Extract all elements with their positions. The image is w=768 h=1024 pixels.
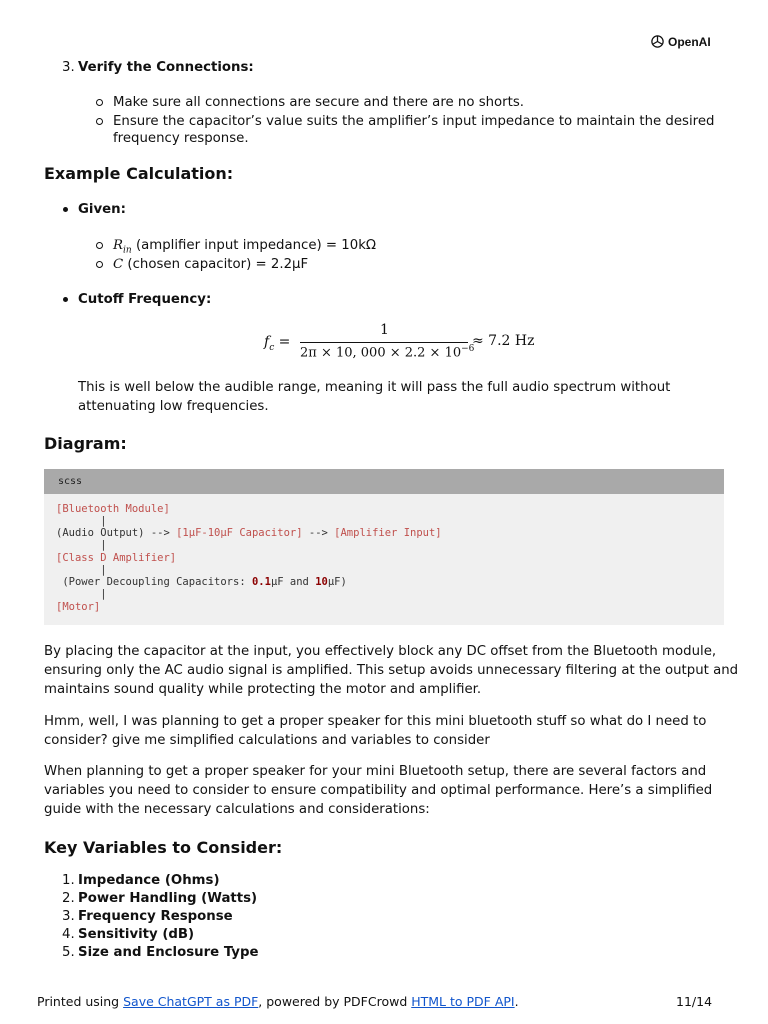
diagram-heading: Diagram: — [44, 434, 127, 453]
formula-denominator: 2π × 10, $000 \times 2.2 \times 10^{-6}$ — [300, 344, 475, 361]
verify-number: 3. — [62, 60, 75, 75]
list-number: 2. — [62, 891, 75, 906]
list-bullet — [96, 242, 103, 249]
openai-logo — [650, 34, 711, 49]
html-to-pdf-link[interactable]: HTML to PDF API — [411, 994, 515, 1009]
given-item-c — [113, 255, 308, 274]
paragraph-line: By placing the capacitor at the input, you effectively block any DC offset from the Bluetooth module, — [44, 644, 717, 659]
note-line: This is well below the audible range, meaning it will pass the full audio spectrum without — [78, 380, 671, 395]
brand-name: OpenAI — [668, 34, 711, 49]
code-line: (Power Decoupling Capacitors: 0.1μF and 10μF) — [56, 576, 347, 588]
list-item: Make sure all connections are secure and there are no shorts. — [113, 95, 525, 110]
paragraph-line: maintains sound quality while protecting the motor and amplifier. — [44, 682, 482, 697]
example-heading: Example Calculation: — [44, 164, 234, 183]
paragraph-line: consider? give me simplified calculations and variables to consider — [44, 733, 490, 748]
code-line: (Audio Output) --> [1μF-10μF Capacitor] --> [Amplifier Input] — [56, 527, 442, 539]
list-number: 5. — [62, 945, 75, 960]
list-number: 4. — [62, 927, 75, 942]
code-block — [44, 469, 724, 625]
formula-result: ≈ 7.2 Hz — [472, 333, 535, 349]
list-item: Frequency Response — [78, 909, 233, 924]
fraction-bar — [300, 342, 468, 343]
given-text: (chosen capacitor) = 2.2μF — [127, 257, 309, 272]
paragraph-line: Hmm, well, I was planning to get a proper speaker for this mini bluetooth stuff so what do I need to — [44, 714, 707, 729]
given-subscript: in — [123, 245, 132, 256]
list-number: 3. — [62, 909, 75, 924]
list-bullet — [96, 118, 103, 125]
list-bullet — [96, 261, 103, 268]
list-item: Impedance (Ohms) — [78, 873, 220, 888]
save-chatgpt-link[interactable]: Save ChatGPT as PDF — [123, 994, 259, 1009]
code-language-label: scss — [44, 469, 724, 494]
list-bullet — [63, 207, 68, 212]
paragraph-line: variables you need to consider to ensure compatibility and optimal performance. Here’s a simplified — [44, 783, 713, 798]
code-line: | — [56, 539, 107, 551]
key-vars-heading: Key Variables to Consider: — [44, 838, 283, 857]
list-bullet — [63, 297, 68, 302]
list-item: Ensure the capacitor’s value suits the amplifier’s input impedance to maintain the desired — [113, 114, 715, 129]
cutoff-label: Cutoff Frequency: — [78, 292, 212, 307]
formula-lhs: $f_c$ = — [264, 334, 291, 353]
paragraph-line: ensuring only the AC audio signal is amplified. This setup avoids unnecessary filtering at the output and — [44, 663, 739, 678]
list-item: Sensitivity (dB) — [78, 927, 195, 942]
verify-title: Verify the Connections: — [78, 60, 254, 75]
paragraph-line: When planning to get a proper speaker for your mini Bluetooth setup, there are several factors and — [44, 764, 707, 779]
given-text: (amplifier input impedance) = 10kΩ — [135, 238, 377, 253]
openai-knot-icon — [650, 34, 665, 49]
code-line: [Bluetooth Module] — [56, 503, 170, 515]
list-item: Size and Enclosure Type — [78, 945, 259, 960]
list-bullet — [96, 99, 103, 106]
code-line: | — [56, 564, 107, 576]
note-line: attenuating low frequencies. — [78, 399, 269, 414]
list-number: 1. — [62, 873, 75, 888]
code-line: | — [56, 588, 107, 600]
footer-credit: Printed using Save ChatGPT as PDF, powered by PDFCrowd HTML to PDF API. — [37, 994, 519, 1009]
code-line: | — [56, 515, 107, 527]
formula-numerator: 1 — [380, 322, 389, 338]
list-item: Power Handling (Watts) — [78, 891, 258, 906]
given-label: Given: — [78, 202, 126, 217]
code-line: [Motor] — [56, 601, 101, 613]
code-line: [Class D Amplifier] — [56, 552, 177, 564]
paragraph-line: guide with the necessary calculations and considerations: — [44, 802, 430, 817]
given-symbol: R — [113, 238, 124, 253]
page-number: 11/14 — [676, 994, 713, 1009]
list-item: frequency response. — [113, 131, 249, 146]
given-symbol: C — [113, 257, 124, 272]
